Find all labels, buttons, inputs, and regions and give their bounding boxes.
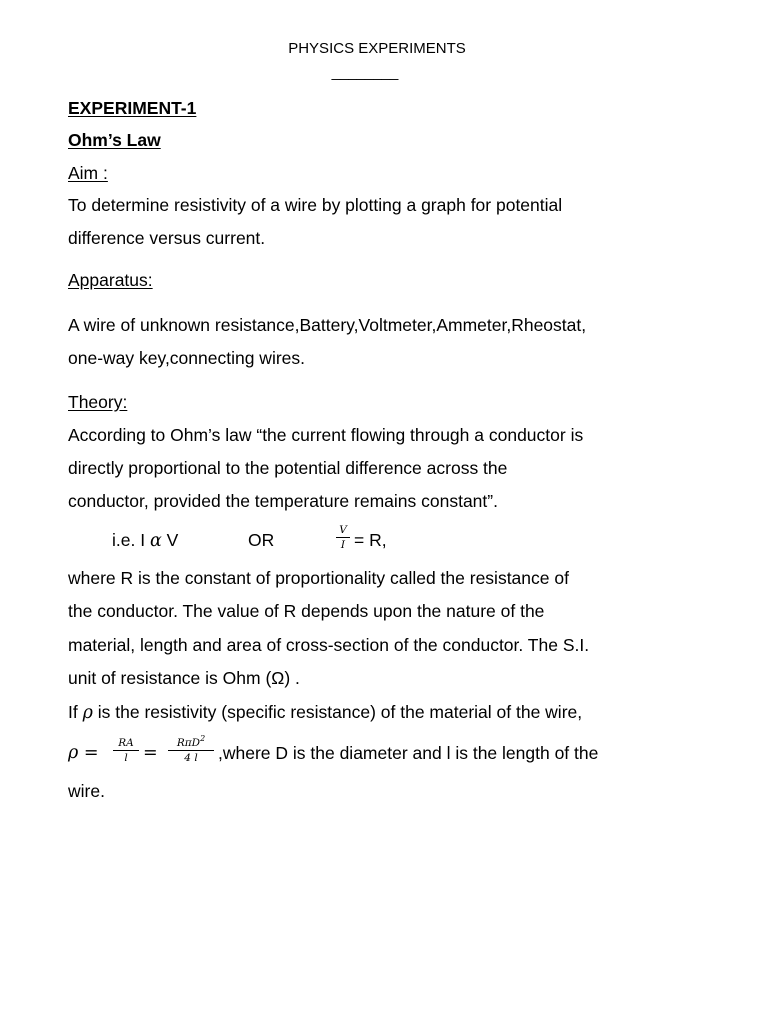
theory-text-line: the conductor. The value of R depends upon the nature of the [68, 601, 545, 621]
theory-text-line: wire. [68, 781, 105, 801]
theory-text-line: unit of resistance is Ohm (Ω) . [68, 668, 300, 688]
theory-text-line: material, length and area of cross-section of the conductor. The S.I. [68, 635, 590, 655]
theory-text-line: where R is the constant of proportionality called the resistance of [68, 568, 569, 588]
eq-alpha-symbol: α [149, 531, 162, 551]
eq-voltage: V [166, 530, 179, 550]
theory-text-line: directly proportional to the potential difference across the [68, 458, 508, 478]
ra-over-l-fraction [113, 737, 139, 764]
document-title: PHYSICS EXPERIMENTS [288, 40, 466, 57]
resistivity-line [68, 701, 582, 724]
apparatus-heading: Apparatus: [68, 270, 153, 290]
theory-text-line: According to Ohm’s law “the current flowing through a conductor is [68, 425, 584, 445]
fraction-numerator: RA [113, 737, 139, 751]
theory-heading: Theory: [68, 392, 128, 412]
eq-result: = R, [354, 530, 387, 550]
fraction-denominator: l [124, 752, 128, 764]
aim-heading: Aim : [68, 163, 108, 183]
apparatus-text-line: A wire of unknown resistance,Battery,Voltmeter,Ammeter,Rheostat, [68, 315, 587, 335]
apparatus-text-line: one-way key,connecting wires. [68, 348, 306, 368]
v-over-i-fraction [336, 524, 350, 551]
aim-text-line: difference versus current. [68, 228, 266, 248]
if-word: If [68, 702, 78, 722]
rho-symbol: ρ [82, 703, 93, 723]
aim-text-line: To determine resistivity of a wire by plotting a graph for potential [68, 195, 563, 215]
eq-or: OR [248, 530, 275, 550]
fraction-denominator: I [340, 539, 346, 551]
exponent: 2 [200, 734, 206, 743]
eq-prefix: i.e. I [112, 530, 146, 550]
experiment-name: Ohm’s Law [68, 130, 161, 150]
fraction-numerator: V [336, 524, 350, 538]
formula-rho: ρ = [68, 743, 99, 763]
experiment-number: EXPERIMENT-1 [68, 98, 197, 118]
resistivity-text: is the resistivity (specific resistance) of the material of the wire, [97, 702, 583, 722]
theory-text-line: conductor, provided the temperature remains constant”. [68, 491, 498, 511]
formula-explanation: ,where D is the diameter and l is the length of the [218, 743, 599, 763]
fraction-numerator: RπD$^2$ [168, 733, 214, 751]
ohms-law-equation [112, 529, 178, 552]
fraction-denominator: 4 l [184, 752, 198, 764]
formula-equals: = [143, 743, 158, 763]
title-rule: ________ [331, 64, 399, 81]
rpid2-over-4l-fraction [168, 733, 214, 764]
